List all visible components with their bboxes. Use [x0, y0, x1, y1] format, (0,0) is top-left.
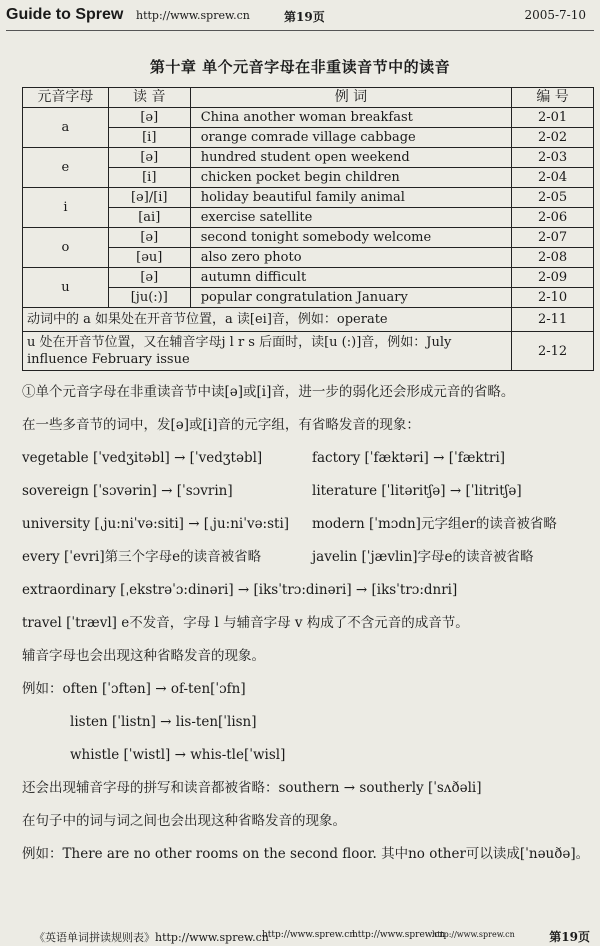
- col-header-vowel: 元音字母: [23, 88, 109, 108]
- sound-cell: [əu]: [108, 248, 190, 268]
- paragraph: whistle [ˈwistl] → whis-tle[ˈwisl]: [70, 747, 286, 763]
- footer-url[interactable]: http://www.sprew.cn: [352, 930, 446, 940]
- page-header: [0, 0, 600, 34]
- code-cell: 2-06: [512, 208, 594, 228]
- note-cell: [23, 332, 512, 371]
- sound-cell: [ju(:)]: [108, 288, 190, 308]
- note-line: u 处在开音节位置，又在辅音字母j l r s 后面时，读[u (:)]音，例如：July: [27, 335, 452, 350]
- header-page-number: 第19页: [284, 10, 325, 24]
- footer-source[interactable]: 《英语单词拼读规则表》http://www.sprew.cn: [34, 931, 269, 944]
- examples-cell: holiday beautiful family animal: [190, 188, 511, 208]
- code-cell: 2-08: [512, 248, 594, 268]
- examples-cell: popular congratulation January: [190, 288, 511, 308]
- table-row: [23, 208, 594, 228]
- example-right: modern [ˈmɔdn]元字组er的读音被省略: [312, 516, 557, 532]
- table-row: [23, 108, 594, 128]
- vowel-cell: a: [23, 108, 109, 148]
- table-row: [23, 168, 594, 188]
- header-date: 2005-7-10: [524, 8, 586, 22]
- header-url[interactable]: http://www.sprew.cn: [136, 9, 250, 22]
- vowel-cell: u: [23, 268, 109, 308]
- footer-page-number: 第19页: [549, 930, 590, 944]
- table-row: [23, 288, 594, 308]
- example-left: vegetable [ˈvedʒitəbl] → [ˈvedʒtəbl]: [22, 450, 263, 466]
- code-cell: 2-07: [512, 228, 594, 248]
- table-note-row: [23, 332, 594, 371]
- note-line: influence February issue: [27, 352, 190, 367]
- examples-cell: China another woman breakfast: [190, 108, 511, 128]
- table-row: [23, 148, 594, 168]
- examples-cell: hundred student open weekend: [190, 148, 511, 168]
- examples-cell: autumn difficult: [190, 268, 511, 288]
- sound-cell: [ə]: [108, 148, 190, 168]
- col-header-code: 编 号: [512, 88, 594, 108]
- footer-url[interactable]: http://www.sprew.cn: [432, 930, 515, 939]
- note-cell: 动词中的 a 如果处在开音节位置，a 读[ei]音，例如：operate: [23, 308, 512, 332]
- sound-cell: [ə]/[i]: [108, 188, 190, 208]
- table-row: [23, 128, 594, 148]
- example-pair: [22, 442, 594, 475]
- examples-cell: chicken pocket begin children: [190, 168, 511, 188]
- vowel-cell: o: [23, 228, 109, 268]
- table-header-row: [23, 88, 594, 108]
- paragraph: ①单个元音字母在非重读音节中读[ə]或[i]音，进一步的弱化还会形成元音的省略。: [22, 384, 515, 400]
- chapter-title: 第十章 单个元音字母在非重读音节中的读音: [149, 58, 451, 76]
- code-cell: 2-10: [512, 288, 594, 308]
- paragraph: 在句子中的词与词之间也会出现这种省略发音的现象。: [22, 813, 346, 829]
- paragraph: 例如：There are no other rooms on the second floor. 其中no other可以读成[ˈnəuðə]。: [22, 846, 590, 862]
- vowel-rules-table: [22, 87, 594, 371]
- code-cell: 2-02: [512, 128, 594, 148]
- example-right: factory [ˈfæktəri] → [ˈfæktri]: [312, 450, 506, 466]
- example-left: every [ˈevri]第三个字母e的读音被省略: [22, 549, 262, 565]
- brand-title: Guide to Sprew: [6, 6, 124, 23]
- paragraph: 例如：often [ˈɔftən] → of-ten[ˈɔfn]: [22, 681, 246, 697]
- sound-cell: [ə]: [108, 228, 190, 248]
- examples-cell: exercise satellite: [190, 208, 511, 228]
- table-note-row: [23, 308, 594, 332]
- explanation-body: [22, 376, 594, 871]
- code-cell: 2-01: [512, 108, 594, 128]
- paragraph: extraordinary [ˌekstrəˈɔ:dinəri] → [iksˈtrɔ:dinəri] → [iksˈtrɔ:dnri]: [22, 582, 458, 598]
- example-pair: [22, 475, 594, 508]
- sound-cell: [ai]: [108, 208, 190, 228]
- code-cell: 2-03: [512, 148, 594, 168]
- code-cell: 2-05: [512, 188, 594, 208]
- header-divider: [6, 30, 594, 31]
- examples-cell: orange comrade village cabbage: [190, 128, 511, 148]
- example-left: university [ˌju:niˈvə:siti] → [ˌju:niˈvə:sti]: [22, 516, 290, 532]
- example-pair: [22, 508, 594, 541]
- example-pair: [22, 541, 594, 574]
- code-cell: 2-04: [512, 168, 594, 188]
- table-row: [23, 268, 594, 288]
- vowel-cell: i: [23, 188, 109, 228]
- sound-cell: [i]: [108, 168, 190, 188]
- paragraph: travel [ˈtrævl] e不发音，字母 l 与辅音字母 v 构成了不含元音的成音节。: [22, 615, 469, 631]
- paragraph: 辅音字母也会出现这种省略发音的现象。: [22, 648, 265, 664]
- col-header-sound: 读 音: [108, 88, 190, 108]
- examples-cell: also zero photo: [190, 248, 511, 268]
- code-cell: 2-12: [512, 332, 594, 371]
- example-right: javelin [ˈjævlin]字母e的读音被省略: [312, 549, 534, 565]
- table-row: [23, 248, 594, 268]
- paragraph: 在一些多音节的词中，发[ə]或[i]音的元字组，有省略发音的现象：: [22, 417, 420, 433]
- page-footer: [0, 926, 600, 946]
- code-cell: 2-09: [512, 268, 594, 288]
- examples-cell: second tonight somebody welcome: [190, 228, 511, 248]
- paragraph: listen [ˈlistn] → lis-ten[ˈlisn]: [70, 714, 257, 730]
- sound-cell: [ə]: [108, 108, 190, 128]
- code-cell: 2-11: [512, 308, 594, 332]
- vowel-cell: e: [23, 148, 109, 188]
- footer-url[interactable]: http://www.sprew.cn: [262, 930, 356, 940]
- sound-cell: [i]: [108, 128, 190, 148]
- example-right: literature [ˈlitəritʃə] → [ˈlitritʃə]: [312, 483, 522, 499]
- sound-cell: [ə]: [108, 268, 190, 288]
- table-row: [23, 228, 594, 248]
- paragraph: 还会出现辅音字母的拼写和读音都被省略：southern → southerly [ˈsʌðəli]: [22, 780, 482, 796]
- table-row: [23, 188, 594, 208]
- col-header-examples: 例 词: [190, 88, 511, 108]
- example-left: sovereign [ˈsɔvərin] → [ˈsɔvrin]: [22, 483, 233, 499]
